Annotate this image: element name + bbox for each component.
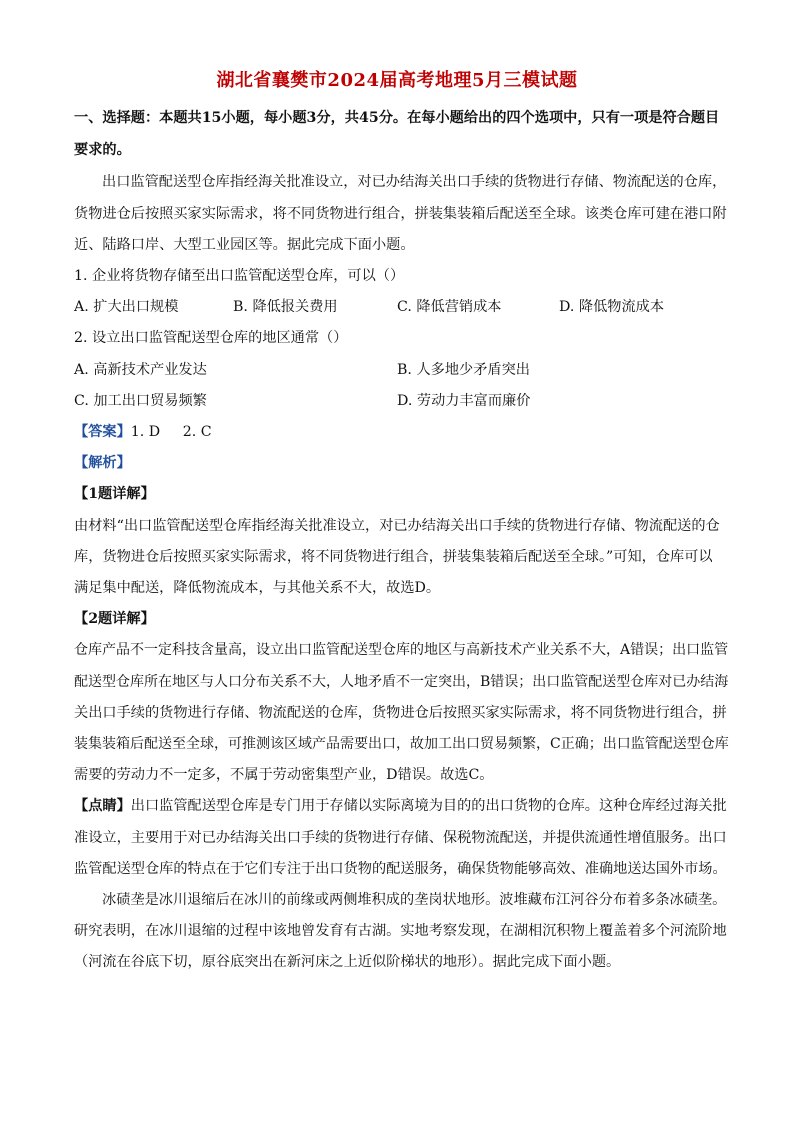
question2-stem: 2. 设立出口监管配送型仓库的地区通常（） xyxy=(74,330,348,346)
answer-line xyxy=(74,422,212,442)
detail1-line-1: 由材料“出口监管配送型仓库指经海关批准设立，对已办结海关出口手续的货物进行存储、物流配送的仓 xyxy=(74,518,720,534)
page-title: 湖北省襄樊市2024届高考地理5月三模试题 xyxy=(216,70,578,91)
detail1-line-2: 库，货物进仓后按照买家实际需求，将不同货物进行组合，拼装集装箱后配送至全球。”可知，仓库可以 xyxy=(74,549,713,565)
question2-option-a: A. 高新技术产业发达 xyxy=(74,362,207,378)
detail1-label: 【1题详解】 xyxy=(74,486,155,502)
pointer-line-1 xyxy=(74,796,727,816)
question1-option-a: A. 扩大出口规模 xyxy=(74,299,179,315)
detail2-line-2: 配送型仓库所在地区与人口分布关系不大，人地矛盾不一定突出，B错误；出口监管配送型仓库对已办结海 xyxy=(74,674,729,690)
answer-label: 【答案】 xyxy=(74,424,131,440)
detail2-label: 【2题详解】 xyxy=(74,611,155,627)
question1-stem: 1. 企业将货物存储至出口监管配送型仓库，可以（） xyxy=(74,268,405,284)
detail1-line-3: 满足集中配送，降低物流成本，与其他关系不大，故选D。 xyxy=(74,580,441,596)
question1-option-b: B. 降低报关费用 xyxy=(233,299,338,315)
section-heading-line-2: 要求的。 xyxy=(74,142,131,158)
detail2-line-5: 需要的劳动力不一定多，不属于劳动密集型产业，D错误。故选C。 xyxy=(74,767,494,783)
detail2-line-3: 关出口手续的货物进行存储、物流配送的仓库，货物进仓后按照买家实际需求，将不同货物进行组合，拼 xyxy=(74,705,727,721)
question1-option-c: C. 降低营销成本 xyxy=(397,299,502,315)
passage1-line-2: 货物进仓后按照买家实际需求，将不同货物进行组合，拼装集装箱后配送至全球。该类仓库可建在港口附 xyxy=(74,206,727,222)
section-heading-line-1: 一、选择题：本题共15小题，每小题3分，共45分。在每小题给出的四个选项中，只有一项是符合题目 xyxy=(74,110,720,126)
question2-option-d: D. 劳动力丰富而廉价 xyxy=(397,393,531,409)
detail2-line-1: 仓库产品不一定科技含量高，设立出口监管配送型仓库的地区与高新技术产业关系不大，A错误；出口监管 xyxy=(74,642,729,658)
passage2-line-1: 冰碛垄是冰川退缩后在冰川的前缘或两侧堆积成的垄岗状地形。波堆藏布江河谷分布着多条冰碛垄。 xyxy=(102,892,727,908)
pointer-line-3: 监管配送型仓库的特点在于它们专注于出口货物的配送服务，确保货物能够高效、准确地送达国外市场。 xyxy=(74,861,727,877)
pointer-label: 【点睛】 xyxy=(74,798,131,814)
question2-option-c: C. 加工出口贸易频繁 xyxy=(74,393,207,409)
pointer-line-2: 准设立，主要用于对已办结海关出口手续的货物进行存储、保税物流配送，并提供流通性增值服务。出口 xyxy=(74,830,727,846)
answer-text: 1. D 2. C xyxy=(130,424,212,440)
passage1-line-1: 出口监管配送型仓库指经海关批准设立，对已办结海关出口手续的货物进行存储、物流配送的仓库， xyxy=(102,174,727,190)
passage2-line-3: （河流在谷底下切，原谷底突出在新河床之上近似阶梯状的地形）。据此完成下面小题。 xyxy=(74,954,621,970)
passage1-line-3: 近、陆路口岸、大型工业园区等。据此完成下面小题。 xyxy=(74,237,415,253)
question1-option-d: D. 降低物流成本 xyxy=(559,299,665,315)
analysis-label: 【解析】 xyxy=(74,455,131,471)
detail2-line-4: 装集装箱后配送至全球，可推测该区域产品需要出口，故加工出口贸易频繁，C正确；出口监管配送型仓库 xyxy=(74,736,729,752)
passage2-line-2: 研究表明，在冰川退缩的过程中该地曾发育有古湖。实地考察发现，在湖相沉积物上覆盖着多个河流阶地 xyxy=(74,923,727,939)
question2-option-b: B. 人多地少矛盾突出 xyxy=(397,362,530,378)
pointer-text-1: 出口监管配送型仓库是专门用于存储以实际离境为目的的出口货物的仓库。这种仓库经过海关批 xyxy=(130,798,727,814)
